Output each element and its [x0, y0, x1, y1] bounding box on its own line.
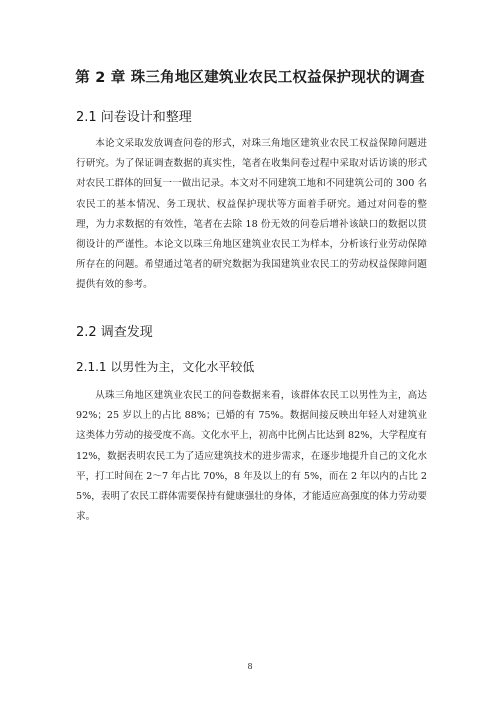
- section-heading-questionnaire: 2.1 问卷设计和整理: [76, 110, 192, 125]
- questionnaire-paragraph: 本论文采取发放调查问卷的形式，对珠三角地区建筑业农民工权益保障问题进行研究。为了保证调查数据的真实性，笔者在收集问卷过程中采取对话访谈的形式对农民工群体的回复一一做出记录。本文对不同建筑工地和不同建筑公司的 300 名农民工的基本情况、务工现状、权益保护现状等方面着手研究。通过对问卷的整理，为力求数据的有效性，笔者在去除 18 份无效的问卷后增补该缺口的数据以贯彻设计的严谨性。本论文以珠三角地区建筑业农民工为样本，分析该行业劳动保障所存在的问题。希望通过笔者的研究数据为我国建筑业农民工的劳动权益保障问题提供有效的参考。: [76, 138, 427, 291]
- chapter-title: 第 2 章 珠三角地区建筑业农民工权益保护现状的调查: [75, 70, 425, 86]
- section-heading-findings: 2.2 调查发现: [76, 325, 153, 340]
- page-number: 8: [247, 662, 253, 671]
- subsection-heading-gender-education: 2.1.1 以男性为主，文化水平较低: [76, 360, 255, 374]
- gender-education-paragraph: 从珠三角地区建筑业农民工的问卷数据来看，该群体农民工以男性为主，高达 92%；25 岁以上的占比 88%；已婚的有 75%。数据间接反映出年轻人对建筑业这类体力劳动的接受度不高。文化水平上，初高中比例占比达到 82%，大学程度有 12%，数据表明农民工为了适应建筑技术的进步需求，在逐步地提升自己的文化水平，打工时间在 2～7 年占比 70%，8 年及以上的有 5%，而在 2 年以内的占比 25%，表明了农民工群体需要保持有健康强壮的身体，才能适应高强度的体力劳动要求。: [76, 390, 427, 523]
